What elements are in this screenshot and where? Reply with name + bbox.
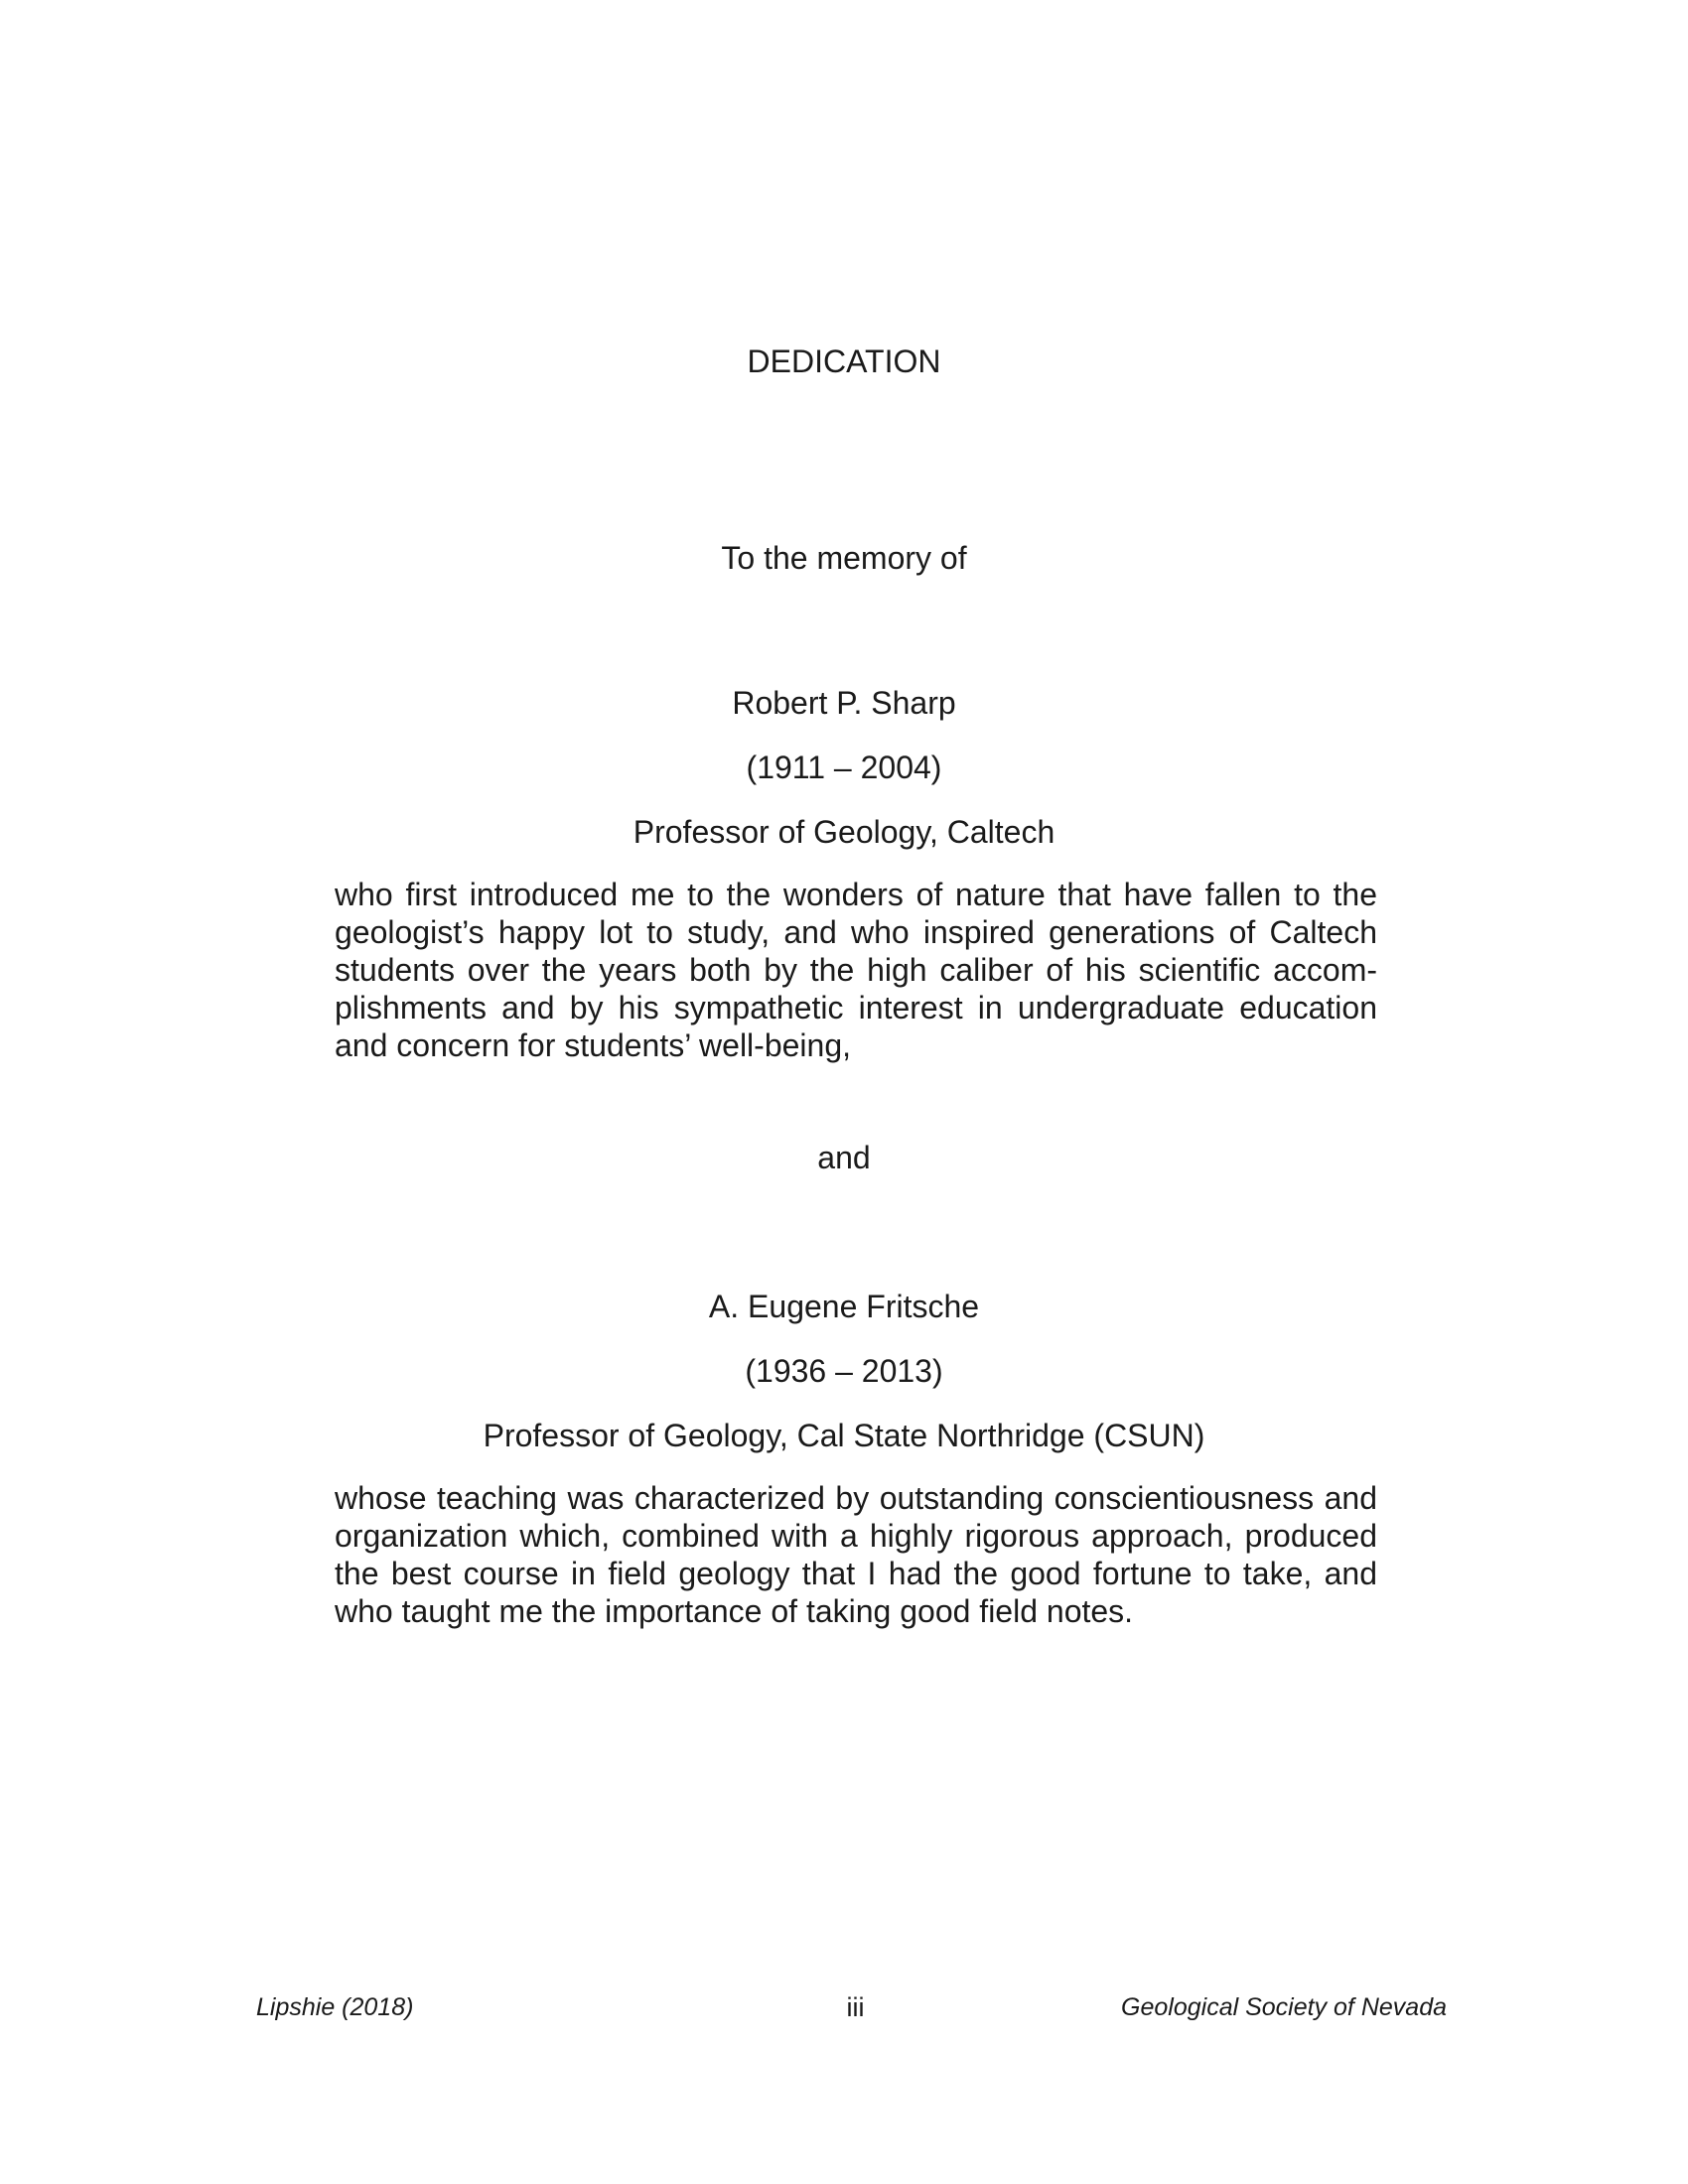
first-honoree-years: (1911 – 2004) <box>746 750 942 785</box>
dedication-intro: To the memory of <box>721 540 967 576</box>
first-honoree-tribute: who first introduced me to the wonders of nature that have fallen to the geologist’s happy lot to study, and who inspired generations of Caltech students over the years both by the high caliber of his scientific accomplishments and by his sympathetic interest in undergraduate education and concern for students’ well-being, <box>335 877 1377 1063</box>
second-honoree-title: Professor of Geology, Cal State Northridge (CSUN) <box>483 1418 1205 1453</box>
dedication-heading: DEDICATION <box>747 343 941 379</box>
second-honoree-years: (1936 – 2013) <box>745 1353 943 1389</box>
second-honoree-name: A. Eugene Fritsche <box>708 1289 980 1324</box>
first-honoree-title: Professor of Geology, Caltech <box>633 814 1055 850</box>
footer-page-number: iii <box>846 1992 865 2022</box>
first-honoree-name: Robert P. Sharp <box>732 685 956 721</box>
second-honoree-tribute: whose teaching was characterized by outstanding conscientiousness and organization which, combined with a highly rigorous approach, produced the best course in field geology that I had the good fortune to take, and who taught me the importance of taking good field notes. <box>335 1480 1377 1629</box>
footer-publisher: Geological Society of Nevada <box>1121 1993 1447 2021</box>
footer-author: Lipshie (2018) <box>256 1993 414 2021</box>
dedication-conjunction: and <box>817 1140 871 1175</box>
